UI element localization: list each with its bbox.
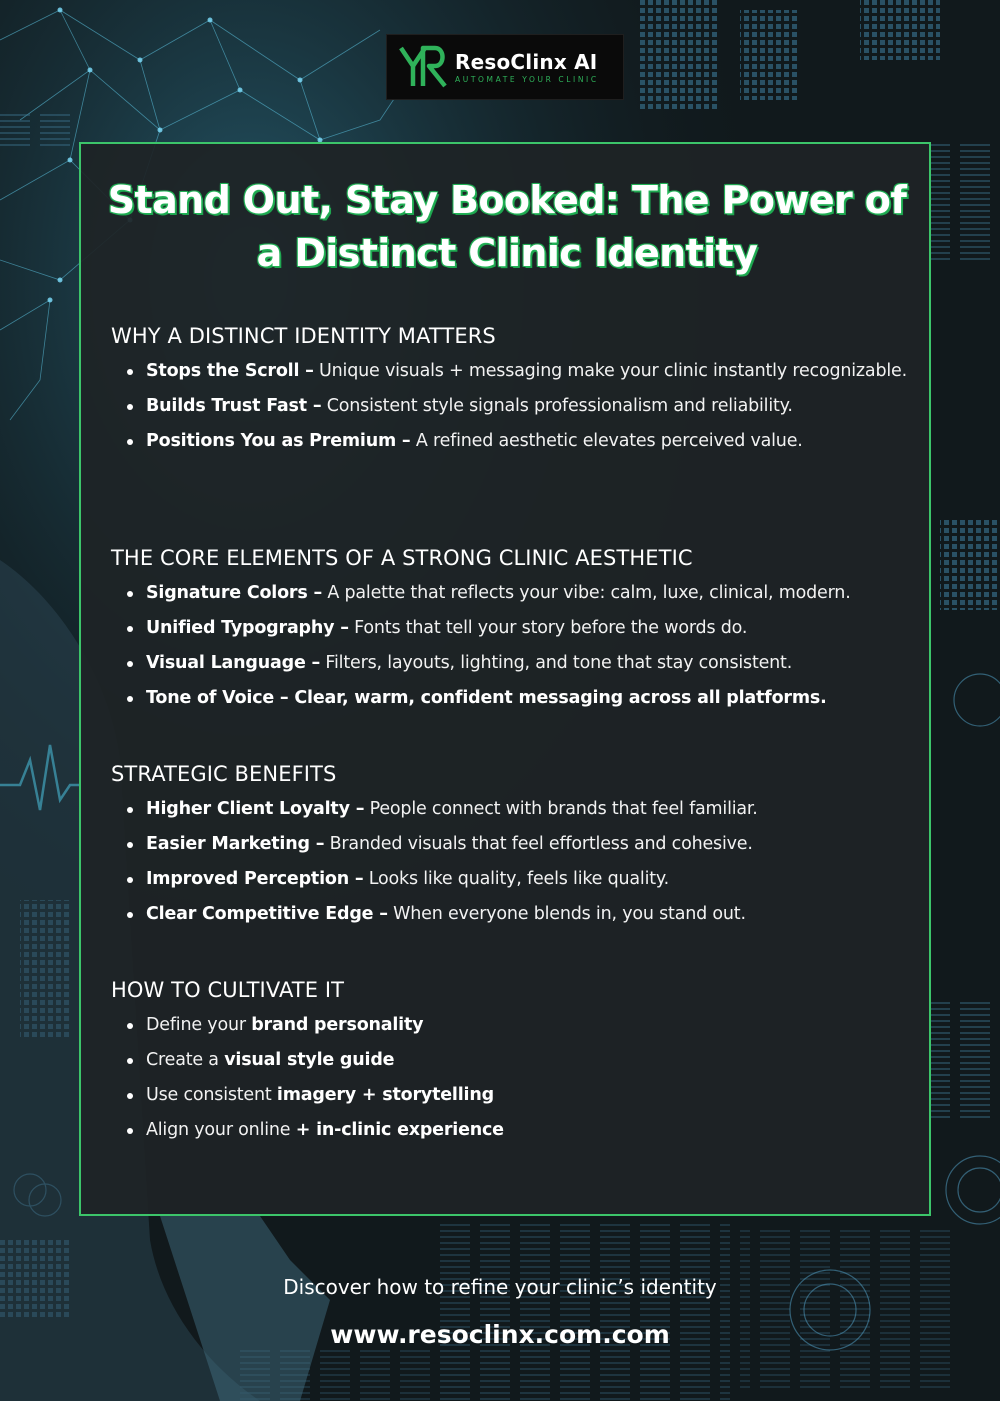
item-text: Consistent style signals professionalism and reliability.	[321, 396, 793, 416]
item-bold: + in-clinic experience	[295, 1120, 504, 1140]
item-text: When everyone blends in, you stand out.	[387, 904, 746, 924]
list-item	[111, 646, 911, 681]
section-why-identity	[111, 322, 911, 459]
list-item	[111, 792, 911, 827]
item-text: Clear, warm, confident messaging across all platforms.	[288, 688, 827, 708]
item-text: Fonts that tell your story before the words do.	[348, 618, 748, 638]
list-item	[111, 354, 911, 389]
item-lead: Visual Language –	[146, 653, 321, 673]
item-lead: Higher Client Loyalty –	[146, 799, 365, 819]
list-item	[111, 1043, 911, 1078]
brand-logo[interactable]	[386, 34, 624, 100]
item-text: Create a	[146, 1050, 225, 1070]
item-lead: Positions You as Premium –	[146, 431, 411, 451]
brand-text	[455, 50, 599, 85]
section-strategic-benefits	[111, 760, 911, 932]
item-text: Branded visuals that feel effortless and cohesive.	[324, 834, 753, 854]
list-item	[111, 897, 911, 932]
list-item	[111, 1008, 911, 1043]
item-bold: visual style guide	[224, 1050, 395, 1070]
item-lead: Stops the Scroll –	[146, 361, 314, 381]
item-bold: brand personality	[251, 1015, 424, 1035]
item-text: Align your online	[146, 1120, 296, 1140]
brand-tagline: AUTOMATE YOUR CLINIC	[455, 74, 599, 84]
page-title: Stand Out, Stay Booked: The Power of a Distinct Clinic Identity	[107, 178, 907, 275]
section-heading: HOW TO CULTIVATE IT	[111, 978, 345, 1002]
section-heading: WHY A DISTINCT IDENTITY MATTERS	[111, 324, 496, 348]
item-lead: Tone of Voice –	[146, 688, 289, 708]
yr-monogram-icon	[399, 44, 449, 90]
list-item	[111, 424, 911, 459]
list-item	[111, 1113, 911, 1148]
bullet-list	[111, 354, 911, 459]
list-item	[111, 827, 911, 862]
list-item	[111, 576, 911, 611]
bullet-list	[111, 576, 911, 716]
item-text: Use consistent	[146, 1085, 277, 1105]
section-heading: THE CORE ELEMENTS OF A STRONG CLINIC AESTHETIC	[111, 546, 693, 570]
bullet-list	[111, 792, 911, 932]
content-panel	[79, 142, 931, 1216]
section-core-elements	[111, 544, 911, 716]
bullet-list	[111, 1008, 911, 1148]
section-how-to-cultivate	[111, 976, 911, 1148]
item-lead: Easier Marketing –	[146, 834, 325, 854]
item-lead: Signature Colors –	[146, 583, 322, 603]
footer-cta: Discover how to refine your clinic’s identity	[283, 1275, 717, 1299]
item-bold: imagery + storytelling	[276, 1085, 494, 1105]
list-item	[111, 611, 911, 646]
list-item	[111, 389, 911, 424]
item-text: Unique visuals + messaging make your clinic instantly recognizable.	[313, 361, 907, 381]
item-lead: Builds Trust Fast –	[146, 396, 322, 416]
item-text: Filters, layouts, lighting, and tone that stay consistent.	[320, 653, 793, 673]
item-text: A palette that reflects your vibe: calm, luxe, clinical, modern.	[322, 583, 851, 603]
item-text: A refined aesthetic elevates perceived value.	[410, 431, 803, 451]
item-lead: Improved Perception –	[146, 869, 364, 889]
website-link[interactable]: www.resoclinx.com.com	[330, 1320, 670, 1349]
list-item	[111, 862, 911, 897]
item-text: People connect with brands that feel familiar.	[364, 799, 758, 819]
item-text: Define your	[146, 1015, 252, 1035]
list-item	[111, 1078, 911, 1113]
section-heading: STRATEGIC BENEFITS	[111, 762, 337, 786]
item-lead: Clear Competitive Edge –	[146, 904, 388, 924]
item-text: Looks like quality, feels like quality.	[363, 869, 669, 889]
item-lead: Unified Typography –	[146, 618, 349, 638]
brand-name: ResoClinx AI	[455, 49, 598, 74]
list-item	[111, 681, 911, 716]
